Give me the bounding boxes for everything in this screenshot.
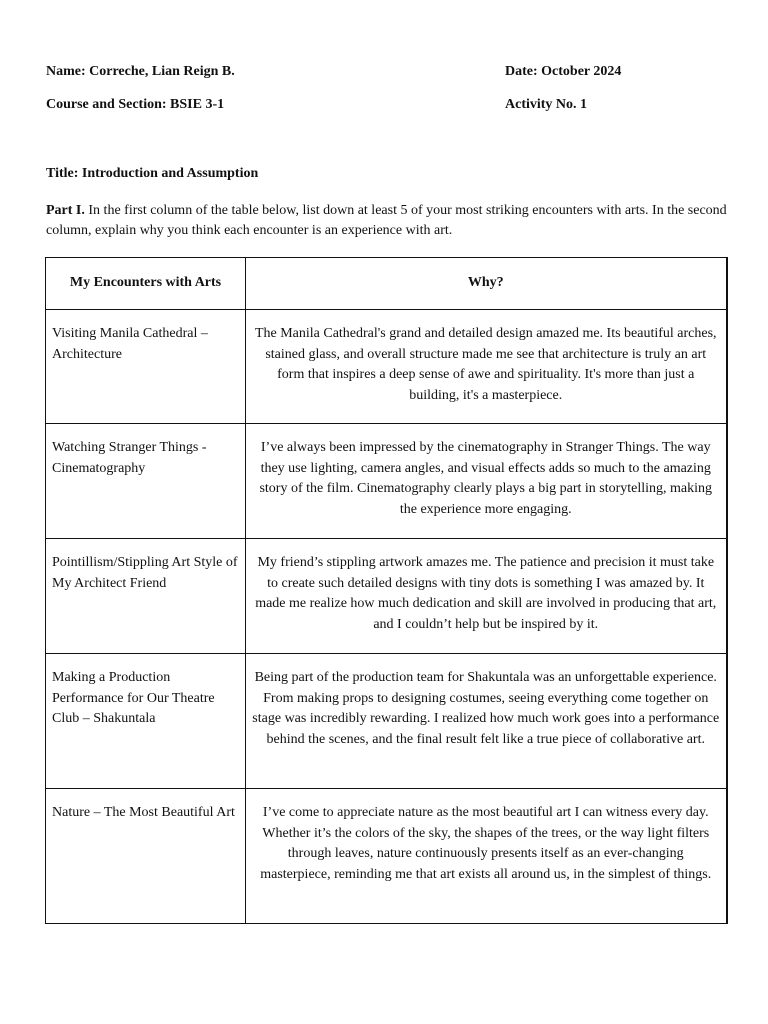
- why-cell: The Manila Cathedral's grand and detailed design amazed me. Its beautiful arches, stained glass, and overall structure made me see that architecture is truly an art form that inspires a deep sense of awe and spirituality. It's more than just a building, it's a masterpiece.: [246, 310, 727, 424]
- encounter-cell: Visiting Manila Cathedral – Architecture: [46, 310, 246, 424]
- activity-number: Activity No. 1: [505, 97, 588, 112]
- table-row: [46, 310, 727, 424]
- date-label: Date: October 2024: [505, 64, 622, 79]
- part1-label: Part I.: [46, 203, 85, 218]
- encounter-cell: Making a Production Performance for Our Theatre Club – Shakuntala: [46, 654, 246, 789]
- part1-text: In the first column of the table below, list down at least 5 of your most striking encounters with arts. In the second column, explain why you think each encounter is an experience with art.: [46, 203, 727, 238]
- table-row: [46, 789, 727, 924]
- why-cell: My friend’s stippling artwork amazes me. The patience and precision it must take to create such detailed designs with tiny dots is something I was amazed by. It made me realize how much dedication and skill are involved in producing that art, and I couldn’t help but be inspired by it.: [246, 539, 727, 654]
- encounter-cell: Watching Stranger Things - Cinematography: [46, 424, 246, 539]
- column-header-encounters: My Encounters with Arts: [46, 258, 246, 310]
- table-header-row: [46, 258, 727, 310]
- why-cell: I’ve come to appreciate nature as the most beautiful art I can witness every day. Whether it’s the colors of the sky, the shapes of the trees, or the way light filters through leaves, nature continuously presents itself as an ever-changing masterpiece, reminding me that art exists all around us, in the simplest of things.: [246, 789, 727, 924]
- encounter-cell: Pointillism/Stippling Art Style of My Architect Friend: [46, 539, 246, 654]
- document-title: Title: Introduction and Assumption: [46, 166, 259, 181]
- table-row: [46, 424, 727, 539]
- part1-instructions: [46, 201, 736, 241]
- student-name: Name: Correche, Lian Reign B.: [46, 64, 235, 79]
- column-header-why: Why?: [246, 258, 727, 310]
- table-row: [46, 654, 727, 789]
- why-cell: Being part of the production team for Shakuntala was an unforgettable experience. From making props to designing costumes, seeing everything come together on stage was incredibly rewarding. I realized how much work goes into a performance behind the scenes, and the final result felt like a true piece of collaborative art.: [246, 654, 727, 789]
- encounters-table: [45, 257, 728, 924]
- table-row: [46, 539, 727, 654]
- course-section: Course and Section: BSIE 3-1: [46, 97, 225, 112]
- why-cell: I’ve always been impressed by the cinematography in Stranger Things. The way they use lighting, camera angles, and visual effects adds so much to the amazing story of the film. Cinematography clearly plays a big part in storytelling, making the experience more engaging.: [246, 424, 727, 539]
- encounter-cell: Nature – The Most Beautiful Art: [46, 789, 246, 924]
